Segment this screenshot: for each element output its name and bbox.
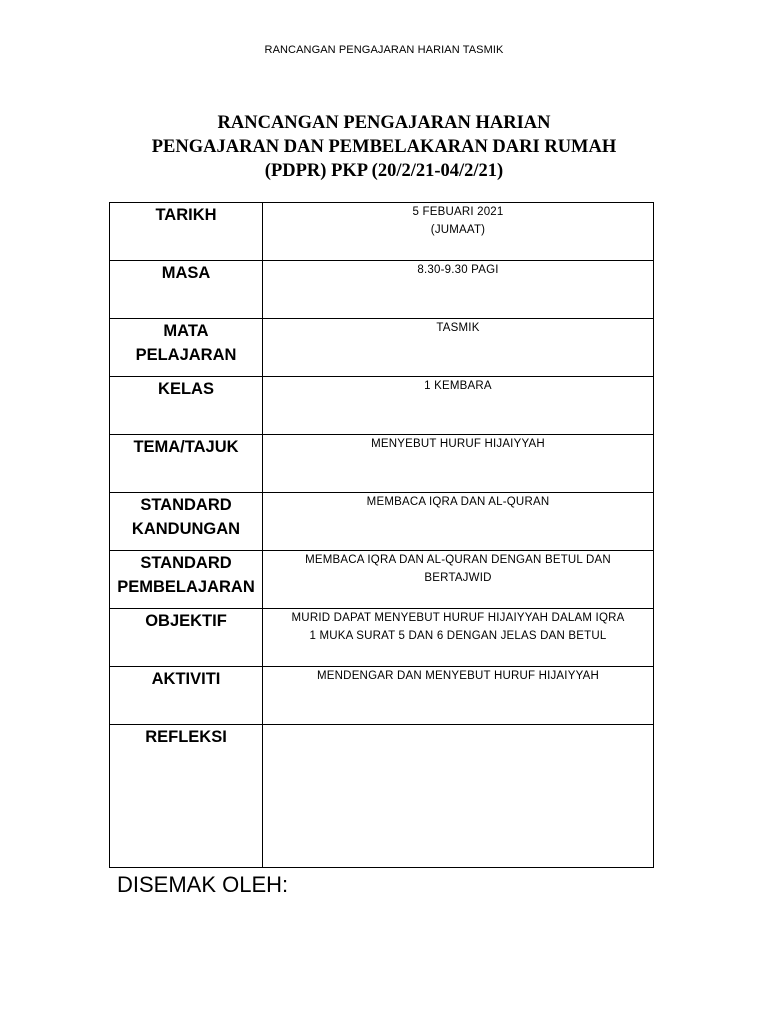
value-refleksi: [263, 725, 654, 868]
title-line-3: (PDPR) PKP (20/2/21-04/2/21): [264, 161, 504, 181]
title-line-1: RANCANGAN PENGAJARAN HARIAN: [217, 113, 551, 133]
row-standard-pembelajaran: [110, 551, 654, 609]
row-masa: [110, 261, 654, 319]
row-mata-pelajaran: [110, 319, 654, 377]
label-refleksi: REFLEKSI: [110, 725, 263, 868]
title-line-2: PENGAJARAN DAN PEMBELAKARAN DARI RUMAH: [151, 137, 617, 157]
checked-by-label: DISEMAK OLEH:: [117, 872, 289, 897]
row-refleksi: [110, 725, 654, 868]
row-tema-tajuk: [110, 435, 654, 493]
value-masa: 8.30-9.30 PAGI: [263, 261, 654, 319]
label-kelas: KELAS: [110, 377, 263, 435]
value-objektif: MURID DAPAT MENYEBUT HURUF HIJAIYYAH DALAM IQRA 1 MUKA SURAT 5 DAN 6 DENGAN JELAS DAN BETUL: [263, 609, 654, 667]
value-kelas: 1 KEMBARA: [263, 377, 654, 435]
row-standard-kandungan: [110, 493, 654, 551]
row-tarikh: [110, 203, 654, 261]
running-header: RANCANGAN PENGAJARAN HARIAN TASMIK: [264, 44, 504, 56]
value-tarikh: 5 FEBUARI 2021 (JUMAAT): [263, 203, 654, 261]
document-title: [0, 111, 768, 183]
value-tema-tajuk: MENYEBUT HURUF HIJAIYYAH: [263, 435, 654, 493]
label-objektif: OBJEKTIF: [110, 609, 263, 667]
label-tarikh: TARIKH: [110, 203, 263, 261]
label-standard-kandungan: STANDARD KANDUNGAN: [110, 493, 263, 551]
row-kelas: [110, 377, 654, 435]
label-aktiviti: AKTIVITI: [110, 667, 263, 725]
value-mata-pelajaran: TASMIK: [263, 319, 654, 377]
label-masa: MASA: [110, 261, 263, 319]
value-standard-kandungan: MEMBACA IQRA DAN AL-QURAN: [263, 493, 654, 551]
lesson-plan-table: [109, 202, 654, 868]
row-objektif: [110, 609, 654, 667]
value-standard-pembelajaran: MEMBACA IQRA DAN AL-QURAN DENGAN BETUL DAN BERTAJWID: [263, 551, 654, 609]
value-aktiviti: MENDENGAR DAN MENYEBUT HURUF HIJAIYYAH: [263, 667, 654, 725]
label-mata-pelajaran: MATA PELAJARAN: [110, 319, 263, 377]
row-aktiviti: [110, 667, 654, 725]
label-tema-tajuk: TEMA/TAJUK: [110, 435, 263, 493]
label-standard-pembelajaran: STANDARD PEMBELAJARAN: [110, 551, 263, 609]
